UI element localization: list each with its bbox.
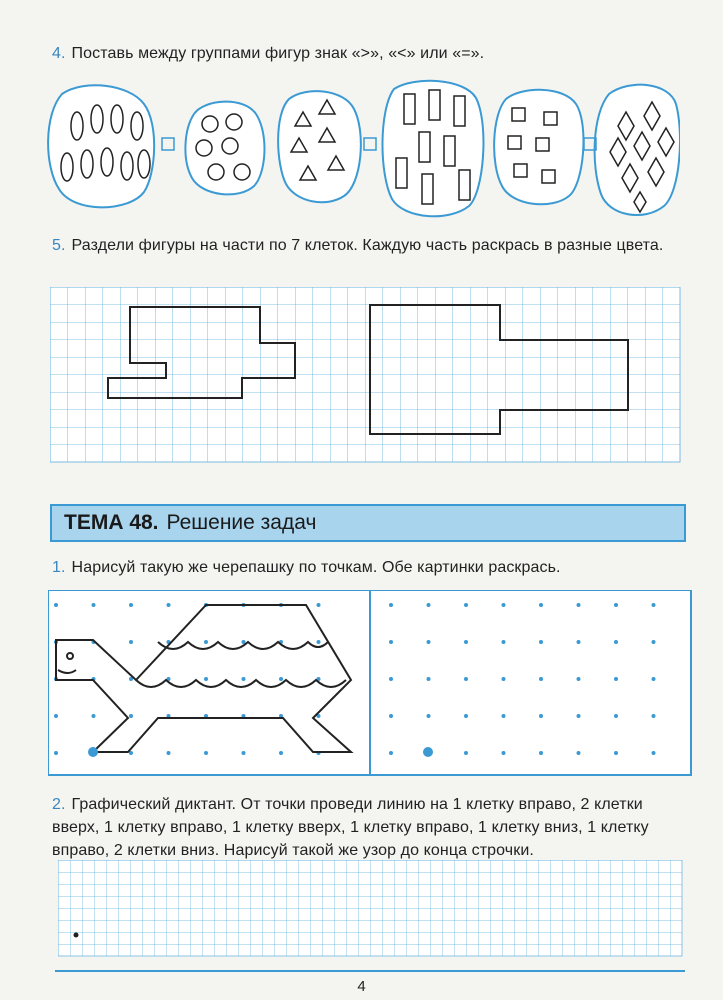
theme-title: Решение задач [166,511,317,534]
grid-dot [464,603,468,607]
task-instruction: Графический диктант. От точки проведи линию на 1 клетку вправо, 2 клетки вверх, 1 клетку вправо, 1 клетку вверх, 1 клетку вправо, 1 клетку вниз, 1 клетку вправо, 2 клетки вниз. Нарисуй такой же узор до конца строчки. [52,796,649,859]
grid-dot [204,640,208,644]
grid-dot [502,603,506,607]
start-dot-left [88,747,98,757]
grid-dot [242,751,246,755]
grid-dot [539,603,543,607]
grid-dot [129,603,133,607]
grid-dot [502,677,506,681]
shape-group-ellipses [48,85,154,207]
grid-dot [464,677,468,681]
grid-dot [577,603,581,607]
shape-group-rectangles [382,81,483,216]
grid-dot [502,714,506,718]
grid-dot [652,751,656,755]
grid-dot [577,751,581,755]
grid-dot [614,677,618,681]
start-dot-right[interactable] [423,747,433,757]
grid-dot [427,677,431,681]
grid-dot [464,751,468,755]
grid-dot [317,603,321,607]
compare-box[interactable] [364,138,376,150]
grid-dot [92,714,96,718]
shape-group-diamonds [595,85,680,215]
page-number: 4 [357,978,366,995]
grid-dot [389,714,393,718]
grid-dot [539,751,543,755]
grid-dot [167,603,171,607]
grid-dot [317,640,321,644]
grid-dot [577,677,581,681]
theme-banner [50,504,686,542]
shape-group-triangles [278,91,361,202]
grid-dot [464,714,468,718]
shape-groups [44,74,680,224]
grid-dot [167,751,171,755]
grid-dot [652,677,656,681]
task-1-text [52,556,692,579]
grid-dot [577,714,581,718]
grid-dot [502,640,506,644]
task-4-text [52,42,692,65]
theme-label: ТЕМА 48. [64,511,159,534]
task-number: 1. [52,559,66,576]
grid-dot [204,751,208,755]
grid-dot [389,603,393,607]
grid-dot [539,714,543,718]
grid-dot [54,751,58,755]
start-point [74,933,79,938]
task-number: 2. [52,796,66,813]
shape-group-squares [494,90,583,204]
grid-dot [427,714,431,718]
grid-dot [652,714,656,718]
task-instruction: Нарисуй такую же черепашку по точкам. Обе картинки раскрась. [71,559,561,576]
grid-dot [204,677,208,681]
dictation-grid[interactable] [58,860,683,960]
grid-dot [614,751,618,755]
grid-dot [54,714,58,718]
grid-dot [389,640,393,644]
grid-dot [614,640,618,644]
grid-dot [389,751,393,755]
footer-divider [55,970,685,972]
grid-dot [539,677,543,681]
turtle-exercise [48,590,694,780]
task-number: 5. [52,237,66,254]
grid-dot [279,677,283,681]
grid-dot [427,640,431,644]
grid-dot [464,640,468,644]
grid-dot [614,603,618,607]
grid-dot [129,640,133,644]
task-number: 4. [52,45,66,62]
grid-dot [652,640,656,644]
grid-dot [577,640,581,644]
task-5-text [52,234,692,257]
grid-dot [652,603,656,607]
grid-dot [279,751,283,755]
grid-dot [54,603,58,607]
task-2-text [52,793,692,862]
grid-dot [502,751,506,755]
grid-dot [129,714,133,718]
grid-dot [389,677,393,681]
grid-figures [50,287,686,467]
grid-dot [614,714,618,718]
shape-group-circles [185,102,264,195]
grid-dot [539,640,543,644]
task-instruction: Раздели фигуры на части по 7 клеток. Каждую часть раскрась в разные цвета. [71,237,664,254]
task-instruction: Поставь между группами фигур знак «>», «<» или «=». [71,45,485,62]
grid-dot [92,603,96,607]
grid-dot [427,603,431,607]
compare-box[interactable] [162,138,174,150]
grid-dot [242,677,246,681]
